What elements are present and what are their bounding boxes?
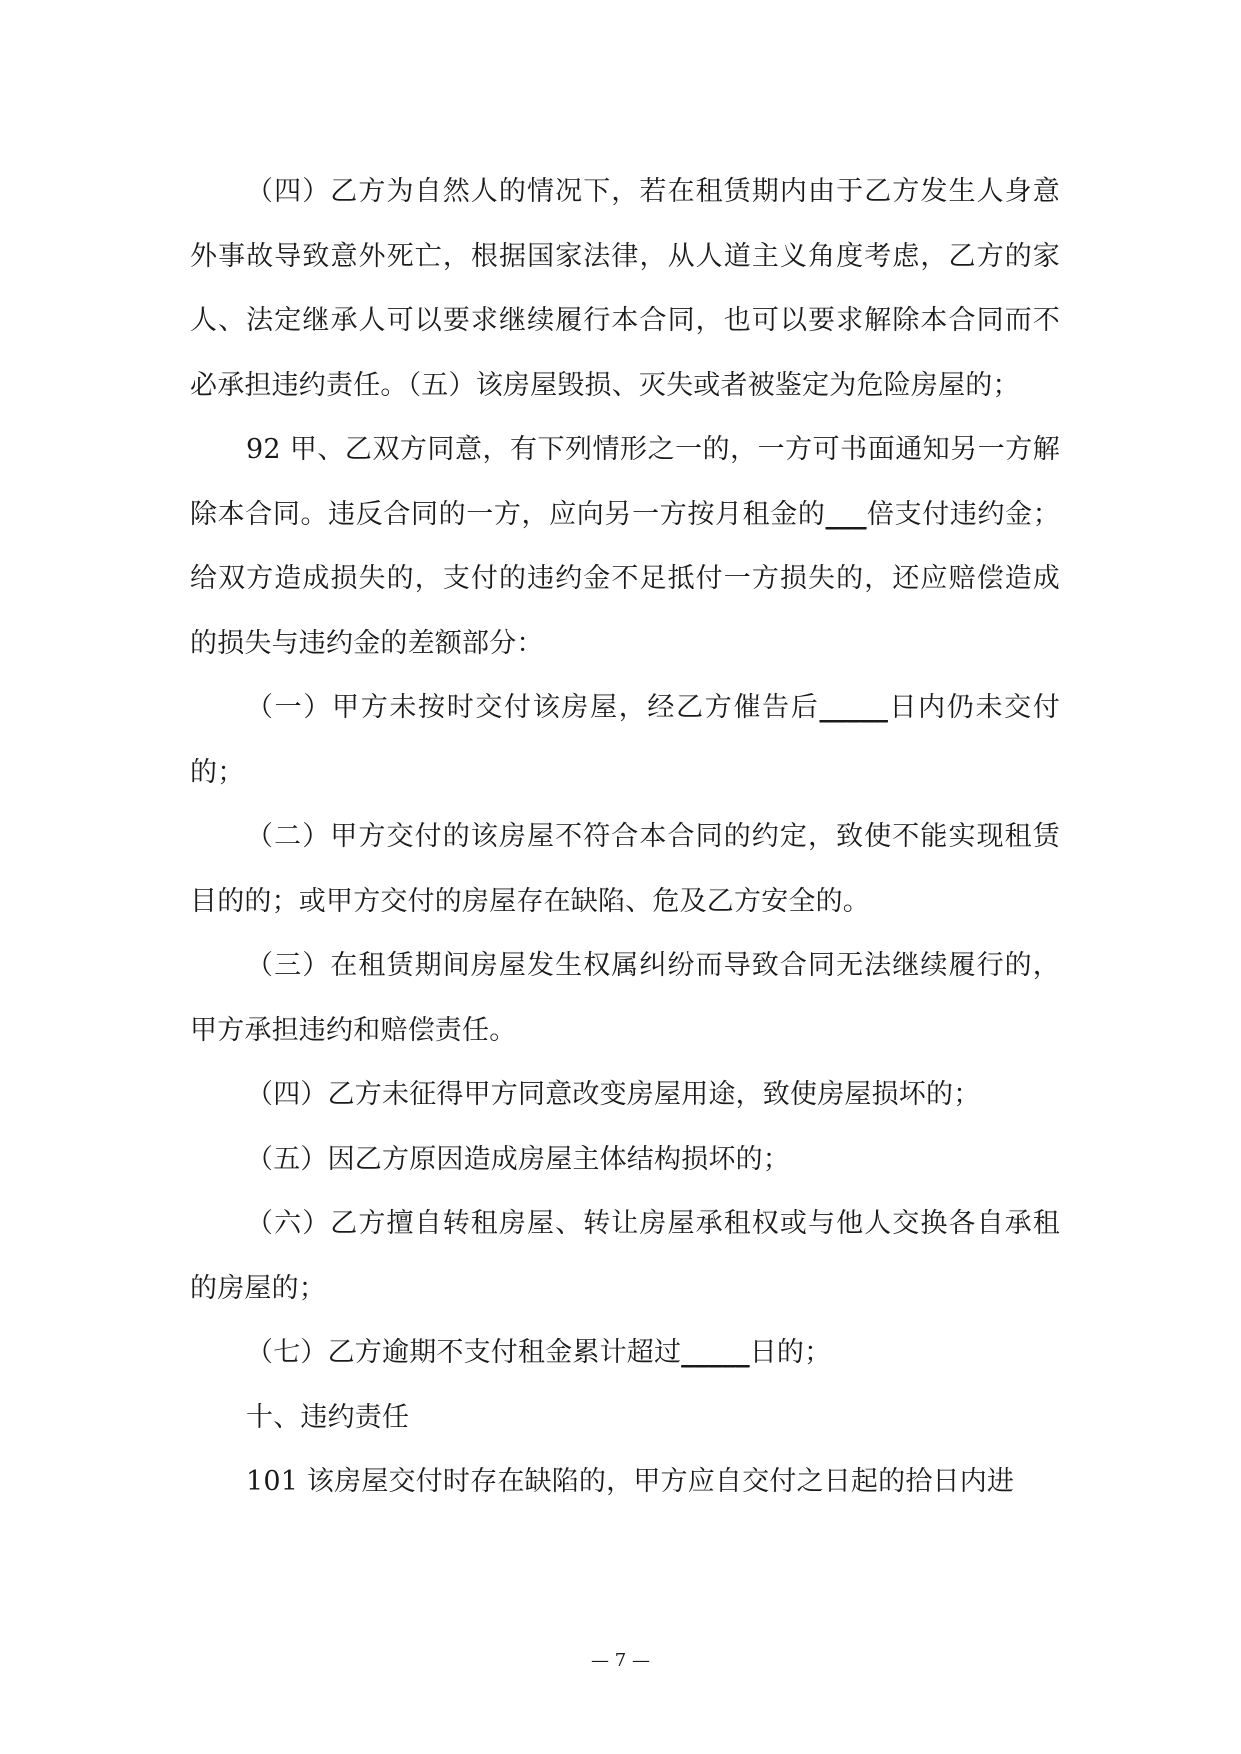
penalty-multiple-blank: ___ [825,498,867,530]
paragraph-item-5: （五）因乙方原因造成房屋主体结构损坏的； [246,1143,790,1175]
paragraph-item-7 [190,1321,1060,1386]
page-number: — 7 — [591,1650,650,1671]
paragraph-clause-92 [190,418,1060,676]
item-1-text-after: 日内仍未交付的； [190,692,1061,788]
paragraph-clause-4-natural-person: （四）乙方为自然人的情况下，若在租赁期内由于乙方发生人身意外事故导致意外死亡，根据国家法律，从人道主义角度考虑，乙方的家人、法定继承人可以要求继续履行本合同，也可以要求解除本合同而不必承担违约责任。（五）该房屋毁损、灭失或者被鉴定为危险房屋的； [190,176,1060,401]
paragraph-item-1 [190,676,1060,805]
paragraph-item-3: （三）在租赁期间房屋发生权属纠纷而导致合同无法继续履行的，甲方承担违约和赔偿责任。 [190,950,1060,1046]
item-7-text-after: 日的； [749,1337,832,1368]
days-blank-item-1: _____ [819,692,888,723]
document-body [190,160,1060,1515]
clause-92-text-after: 倍支付违约金；给双方造成损失的，支付的违约金不足抵付一方损失的，还应赔偿造成的损失与违约金的差额部分： [190,498,1060,659]
paragraph-item-2: （二）甲方交付的该房屋不符合本合同的约定，致使不能实现租赁目的的；或甲方交付的房屋存在缺陷、危及乙方安全的。 [190,821,1060,917]
days-blank-item-7: _____ [681,1337,750,1368]
item-7-text-before: （七）乙方逾期不支付租金累计超过 [246,1337,682,1368]
item-1-text-before: （一）甲方未按时交付该房屋，经乙方催告后 [246,692,820,723]
paragraph-item-6: （六）乙方擅自转租房屋、转让房屋承租权或与他人交换各自承租的房屋的； [190,1208,1060,1304]
paragraph-item-4: （四）乙方未征得甲方同意改变房屋用途，致使房屋损坏的； [246,1079,981,1110]
clause-92-text-before: 92 甲、乙双方同意，有下列情形之一的，一方可书面通知另一方解除本合同。违反合同的一方，应向另一方按月租金的 [190,434,1060,530]
section-heading-breach-liability: 十、违约责任 [246,1401,410,1433]
paragraph-clause-101: 101 该房屋交付时存在缺陷的，甲方应自交付之日起的拾日内进 [246,1466,1015,1497]
